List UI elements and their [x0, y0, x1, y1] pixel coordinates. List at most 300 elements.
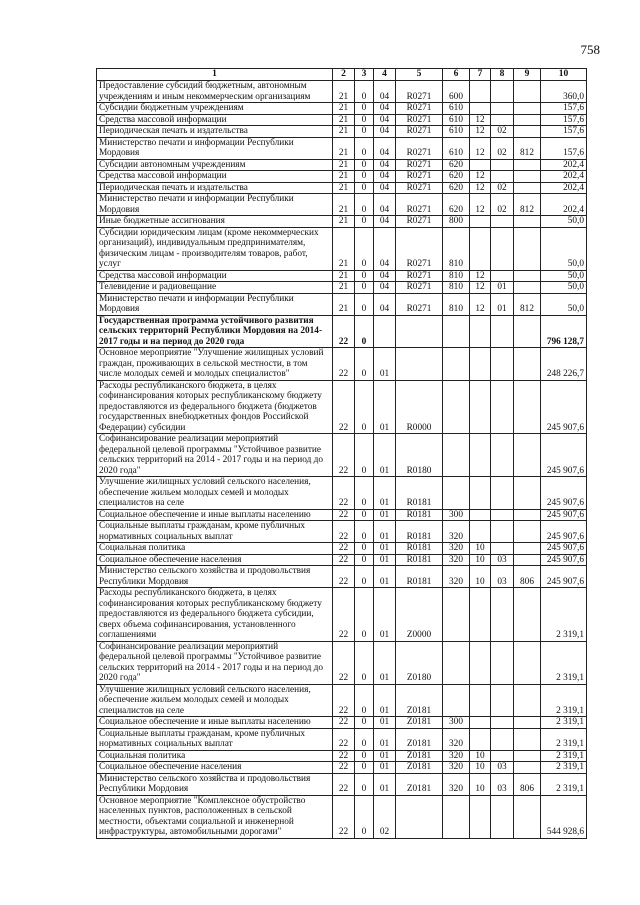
cell-target-article: R0271 [396, 282, 443, 294]
cell-item-name: Средства массовой информации [97, 171, 333, 183]
cell-ministry-code: 812 [514, 293, 541, 315]
cell-subdivision [491, 509, 514, 521]
cell-ministry-code [514, 717, 541, 729]
table-row [97, 137, 587, 159]
cell-target-article: Z0000 [396, 588, 443, 642]
cell-amount: 360,0 [541, 81, 587, 103]
cell-target-article: Z0181 [396, 717, 443, 729]
cell-program-code: 01 [374, 543, 396, 555]
cell-division: 10 [470, 543, 491, 555]
cell-division [470, 216, 491, 228]
cell-subdivision [491, 588, 514, 642]
cell-item-name: Социальное обеспечение и иные выплаты населению [97, 509, 333, 521]
cell-expense-type: 320 [443, 554, 470, 566]
cell-expense-type: 320 [443, 773, 470, 795]
cell-section-code: 22 [333, 380, 355, 434]
cell-subsection-code: 0 [355, 293, 374, 315]
cell-section-code: 21 [333, 293, 355, 315]
cell-section-code: 21 [333, 227, 355, 270]
cell-section-code: 21 [333, 103, 355, 115]
cell-program-code: 01 [374, 750, 396, 762]
cell-expense-type: 320 [443, 521, 470, 543]
cell-amount: 245 907,6 [541, 477, 587, 510]
cell-subsection-code: 0 [355, 750, 374, 762]
cell-target-article: R0271 [396, 182, 443, 194]
cell-amount: 2 319,1 [541, 762, 587, 774]
cell-target-article: R0000 [396, 380, 443, 434]
cell-section-code: 22 [333, 315, 355, 348]
cell-ministry-code [514, 434, 541, 477]
cell-section-code: 22 [333, 588, 355, 642]
cell-program-code: 04 [374, 227, 396, 270]
cell-expense-type: 320 [443, 728, 470, 750]
cell-program-code: 01 [374, 521, 396, 543]
table-row [97, 641, 587, 684]
cell-program-code: 01 [374, 641, 396, 684]
table-row [97, 477, 587, 510]
cell-item-name: Социальная политика [97, 543, 333, 555]
cell-ministry-code [514, 380, 541, 434]
cell-expense-type [443, 348, 470, 381]
table-row [97, 728, 587, 750]
header-cell-6: 6 [443, 69, 470, 81]
cell-expense-type [443, 641, 470, 684]
table-row [97, 543, 587, 555]
table-row [97, 521, 587, 543]
cell-amount: 248 226,7 [541, 348, 587, 381]
table-row [97, 554, 587, 566]
cell-subsection-code: 0 [355, 171, 374, 183]
cell-subsection-code: 0 [355, 348, 374, 381]
cell-subsection-code: 0 [355, 434, 374, 477]
cell-target-article [396, 315, 443, 348]
cell-division: 10 [470, 762, 491, 774]
cell-subsection-code: 0 [355, 773, 374, 795]
cell-subsection-code: 0 [355, 509, 374, 521]
table-row [97, 182, 587, 194]
cell-expense-type [443, 684, 470, 717]
cell-subdivision: 02 [491, 194, 514, 216]
cell-ministry-code [514, 521, 541, 543]
cell-ministry-code [514, 126, 541, 138]
cell-expense-type [443, 477, 470, 510]
cell-division [470, 348, 491, 381]
cell-section-code: 22 [333, 509, 355, 521]
cell-expense-type: 300 [443, 717, 470, 729]
cell-division: 12 [470, 282, 491, 294]
cell-subdivision [491, 750, 514, 762]
cell-program-code: 04 [374, 103, 396, 115]
cell-target-article [396, 795, 443, 838]
cell-item-name: Министерство сельского хозяйства и продовольствия Республики Мордовия [97, 566, 333, 588]
cell-item-name: Расходы республиканского бюджета, в целях софинансирования которых республиканскому бюджету предоставляются из федерального бюджета субсидии, сверх объема софинансирования, установленного соглашениями [97, 588, 333, 642]
cell-expense-type: 620 [443, 159, 470, 171]
cell-division: 12 [470, 137, 491, 159]
cell-division [470, 509, 491, 521]
cell-program-code: 01 [374, 509, 396, 521]
cell-subdivision: 03 [491, 566, 514, 588]
table-row [97, 126, 587, 138]
cell-subsection-code: 0 [355, 641, 374, 684]
table-header-row [97, 69, 587, 81]
cell-amount: 245 907,6 [541, 566, 587, 588]
cell-item-name: Субсидии автономным учреждениям [97, 159, 333, 171]
cell-amount: 2 319,1 [541, 684, 587, 717]
cell-subsection-code: 0 [355, 282, 374, 294]
cell-ministry-code [514, 348, 541, 381]
cell-division [470, 380, 491, 434]
cell-expense-type: 600 [443, 81, 470, 103]
cell-program-code: 04 [374, 126, 396, 138]
cell-division: 10 [470, 566, 491, 588]
table-row [97, 159, 587, 171]
cell-subdivision [491, 717, 514, 729]
cell-item-name: Министерство печати и информации Республики Мордовия [97, 293, 333, 315]
cell-section-code: 21 [333, 126, 355, 138]
cell-item-name: Социальные выплаты гражданам, кроме публичных нормативных социальных выплат [97, 728, 333, 750]
table-body [97, 81, 587, 839]
cell-subsection-code: 0 [355, 227, 374, 270]
cell-item-name: Социальные выплаты гражданам, кроме публичных нормативных социальных выплат [97, 521, 333, 543]
cell-subdivision [491, 728, 514, 750]
cell-subsection-code: 0 [355, 114, 374, 126]
cell-ministry-code [514, 543, 541, 555]
cell-expense-type: 810 [443, 293, 470, 315]
table-row [97, 717, 587, 729]
cell-program-code: 04 [374, 216, 396, 228]
cell-division [470, 477, 491, 510]
cell-section-code: 21 [333, 182, 355, 194]
cell-ministry-code: 806 [514, 566, 541, 588]
cell-target-article: R0271 [396, 103, 443, 115]
header-cell-8: 8 [491, 69, 514, 81]
cell-section-code: 22 [333, 795, 355, 838]
table-row [97, 315, 587, 348]
cell-amount: 245 907,6 [541, 509, 587, 521]
cell-expense-type: 810 [443, 270, 470, 282]
cell-division [470, 103, 491, 115]
cell-item-name: Социальное обеспечение и иные выплаты населению [97, 717, 333, 729]
cell-section-code: 21 [333, 270, 355, 282]
cell-subsection-code: 0 [355, 81, 374, 103]
cell-target-article: Z0181 [396, 750, 443, 762]
cell-subdivision [491, 103, 514, 115]
cell-division: 10 [470, 750, 491, 762]
cell-item-name: Министерство печати и информации Республики Мордовия [97, 194, 333, 216]
cell-target-article: R0271 [396, 81, 443, 103]
cell-expense-type: 620 [443, 194, 470, 216]
cell-expense-type: 620 [443, 182, 470, 194]
cell-target-article: R0271 [396, 270, 443, 282]
cell-program-code: 04 [374, 81, 396, 103]
cell-ministry-code [514, 227, 541, 270]
cell-division [470, 717, 491, 729]
cell-subsection-code: 0 [355, 315, 374, 348]
cell-amount: 202,4 [541, 194, 587, 216]
cell-subsection-code: 0 [355, 380, 374, 434]
cell-expense-type: 620 [443, 171, 470, 183]
cell-target-article: R0271 [396, 126, 443, 138]
cell-subdivision [491, 641, 514, 684]
cell-section-code: 22 [333, 566, 355, 588]
cell-program-code: 01 [374, 348, 396, 381]
cell-program-code [374, 315, 396, 348]
cell-expense-type: 810 [443, 282, 470, 294]
cell-section-code: 22 [333, 554, 355, 566]
cell-section-code: 21 [333, 114, 355, 126]
cell-division [470, 588, 491, 642]
cell-program-code: 01 [374, 762, 396, 774]
cell-amount: 2 319,1 [541, 750, 587, 762]
cell-subsection-code: 0 [355, 554, 374, 566]
cell-division [470, 227, 491, 270]
cell-division: 12 [470, 114, 491, 126]
cell-ministry-code [514, 588, 541, 642]
cell-program-code: 01 [374, 728, 396, 750]
cell-expense-type [443, 588, 470, 642]
header-cell-9: 9 [514, 69, 541, 81]
cell-amount: 157,6 [541, 103, 587, 115]
cell-target-article: Z0181 [396, 728, 443, 750]
cell-program-code: 04 [374, 270, 396, 282]
cell-division [470, 81, 491, 103]
cell-amount: 202,4 [541, 182, 587, 194]
cell-amount: 50,0 [541, 282, 587, 294]
cell-amount: 245 907,6 [541, 543, 587, 555]
cell-item-name: Улучшение жилищных условий сельского населения, обеспечение жильем молодых семей и молодых специалистов на селе [97, 477, 333, 510]
cell-item-name: Основное мероприятие "Комплексное обустройство населенных пунктов, расположенных в сельской местности, объектами социальной и инженерной инфраструктуры, автомобильными дорогами" [97, 795, 333, 838]
cell-amount: 245 907,6 [541, 434, 587, 477]
cell-target-article: R0271 [396, 293, 443, 315]
cell-amount: 157,6 [541, 114, 587, 126]
cell-subdivision [491, 159, 514, 171]
cell-subdivision: 02 [491, 126, 514, 138]
cell-amount: 2 319,1 [541, 728, 587, 750]
cell-subsection-code: 0 [355, 182, 374, 194]
cell-subsection-code: 0 [355, 762, 374, 774]
table-row [97, 434, 587, 477]
cell-ministry-code: 806 [514, 773, 541, 795]
cell-subsection-code: 0 [355, 477, 374, 510]
table-row [97, 103, 587, 115]
cell-subdivision [491, 380, 514, 434]
cell-program-code: 01 [374, 380, 396, 434]
table-row [97, 588, 587, 642]
cell-division: 12 [470, 171, 491, 183]
cell-division: 10 [470, 554, 491, 566]
header-cell-5: 5 [396, 69, 443, 81]
header-cell-7: 7 [470, 69, 491, 81]
cell-item-name: Социальная политика [97, 750, 333, 762]
cell-amount: 2 319,1 [541, 588, 587, 642]
cell-division: 12 [470, 126, 491, 138]
table-row [97, 750, 587, 762]
cell-expense-type [443, 795, 470, 838]
budget-table [96, 68, 587, 839]
cell-division: 12 [470, 182, 491, 194]
cell-target-article: Z0181 [396, 762, 443, 774]
cell-target-article: R0271 [396, 216, 443, 228]
cell-subdivision [491, 81, 514, 103]
cell-program-code: 04 [374, 293, 396, 315]
cell-ministry-code [514, 728, 541, 750]
cell-subsection-code: 0 [355, 795, 374, 838]
cell-division [470, 315, 491, 348]
cell-item-name: Периодическая печать и издательства [97, 126, 333, 138]
cell-section-code: 22 [333, 543, 355, 555]
cell-subdivision: 01 [491, 282, 514, 294]
cell-expense-type: 300 [443, 509, 470, 521]
cell-program-code: 04 [374, 194, 396, 216]
cell-ministry-code [514, 795, 541, 838]
cell-ministry-code [514, 641, 541, 684]
cell-program-code: 04 [374, 159, 396, 171]
cell-amount: 50,0 [541, 227, 587, 270]
header-cell-2: 2 [333, 69, 355, 81]
cell-section-code: 22 [333, 717, 355, 729]
cell-subdivision [491, 521, 514, 543]
cell-ministry-code: 812 [514, 194, 541, 216]
cell-subdivision: 01 [491, 293, 514, 315]
cell-division [470, 684, 491, 717]
table-row [97, 282, 587, 294]
cell-subdivision [491, 684, 514, 717]
cell-target-article: R0271 [396, 171, 443, 183]
table-row [97, 566, 587, 588]
cell-amount: 50,0 [541, 293, 587, 315]
cell-target-article: R0181 [396, 521, 443, 543]
cell-subdivision [491, 434, 514, 477]
cell-ministry-code [514, 315, 541, 348]
cell-expense-type: 320 [443, 543, 470, 555]
cell-program-code: 01 [374, 477, 396, 510]
cell-division [470, 795, 491, 838]
cell-expense-type: 610 [443, 103, 470, 115]
cell-subdivision: 02 [491, 182, 514, 194]
cell-section-code: 21 [333, 282, 355, 294]
cell-expense-type [443, 434, 470, 477]
cell-subsection-code: 0 [355, 684, 374, 717]
cell-subdivision [491, 795, 514, 838]
cell-section-code: 22 [333, 641, 355, 684]
table-row [97, 81, 587, 103]
table-row [97, 171, 587, 183]
cell-amount: 245 907,6 [541, 554, 587, 566]
cell-program-code: 01 [374, 717, 396, 729]
cell-expense-type: 320 [443, 566, 470, 588]
cell-item-name: Социальное обеспечение населения [97, 554, 333, 566]
table-row [97, 216, 587, 228]
cell-subsection-code: 0 [355, 588, 374, 642]
table-row [97, 114, 587, 126]
cell-amount: 245 907,6 [541, 380, 587, 434]
cell-division [470, 521, 491, 543]
cell-section-code: 21 [333, 194, 355, 216]
cell-expense-type: 320 [443, 750, 470, 762]
cell-ministry-code [514, 114, 541, 126]
cell-subsection-code: 0 [355, 194, 374, 216]
cell-expense-type [443, 380, 470, 434]
cell-target-article: R0181 [396, 554, 443, 566]
cell-subsection-code: 0 [355, 566, 374, 588]
cell-target-article: R0181 [396, 509, 443, 521]
cell-ministry-code [514, 509, 541, 521]
header-cell-3: 3 [355, 69, 374, 81]
cell-division [470, 159, 491, 171]
cell-section-code: 21 [333, 159, 355, 171]
cell-subsection-code: 0 [355, 126, 374, 138]
cell-section-code: 22 [333, 750, 355, 762]
table-row [97, 773, 587, 795]
cell-subdivision: 03 [491, 762, 514, 774]
cell-division: 10 [470, 773, 491, 795]
cell-division [470, 641, 491, 684]
cell-target-article: R0271 [396, 114, 443, 126]
cell-target-article: Z0181 [396, 684, 443, 717]
cell-division: 12 [470, 293, 491, 315]
cell-expense-type: 610 [443, 114, 470, 126]
cell-amount: 796 128,7 [541, 315, 587, 348]
cell-amount: 2 319,1 [541, 773, 587, 795]
cell-program-code: 01 [374, 588, 396, 642]
cell-subsection-code: 0 [355, 521, 374, 543]
cell-subsection-code: 0 [355, 137, 374, 159]
cell-division: 12 [470, 194, 491, 216]
cell-ministry-code: 812 [514, 137, 541, 159]
cell-ministry-code [514, 762, 541, 774]
cell-section-code: 22 [333, 762, 355, 774]
cell-item-name: Основное мероприятие "Улучшение жилищных условий граждан, проживающих в сельской местности, в том числе молодых семей и молодых специалистов" [97, 348, 333, 381]
cell-item-name: Субсидии бюджетным учреждениям [97, 103, 333, 115]
table-row [97, 348, 587, 381]
header-cell-4: 4 [374, 69, 396, 81]
cell-ministry-code [514, 103, 541, 115]
cell-subsection-code: 0 [355, 543, 374, 555]
cell-target-article: R0181 [396, 543, 443, 555]
cell-ministry-code [514, 171, 541, 183]
cell-subdivision [491, 543, 514, 555]
cell-item-name: Периодическая печать и издательства [97, 182, 333, 194]
cell-item-name: Министерство печати и информации Республики Мордовия [97, 137, 333, 159]
cell-item-name: Социальное обеспечение населения [97, 762, 333, 774]
cell-target-article [396, 348, 443, 381]
cell-division [470, 434, 491, 477]
cell-ministry-code [514, 282, 541, 294]
table-row [97, 270, 587, 282]
header-cell-1: 1 [97, 69, 333, 81]
cell-program-code: 04 [374, 282, 396, 294]
cell-program-code: 04 [374, 114, 396, 126]
cell-ministry-code [514, 684, 541, 717]
cell-ministry-code [514, 182, 541, 194]
cell-program-code: 01 [374, 554, 396, 566]
cell-subsection-code: 0 [355, 728, 374, 750]
table-row [97, 795, 587, 838]
cell-ministry-code [514, 477, 541, 510]
cell-subdivision: 02 [491, 137, 514, 159]
cell-section-code: 22 [333, 434, 355, 477]
cell-amount: 157,6 [541, 137, 587, 159]
header-cell-10: 10 [541, 69, 587, 81]
cell-item-name: Предоставление субсидий бюджетным, автономным учреждениям и иным некоммерческим организациям [97, 81, 333, 103]
cell-expense-type [443, 315, 470, 348]
cell-section-code: 22 [333, 348, 355, 381]
cell-subsection-code: 0 [355, 216, 374, 228]
cell-expense-type: 800 [443, 216, 470, 228]
cell-target-article: Z0180 [396, 641, 443, 684]
cell-ministry-code [514, 216, 541, 228]
cell-subdivision [491, 114, 514, 126]
